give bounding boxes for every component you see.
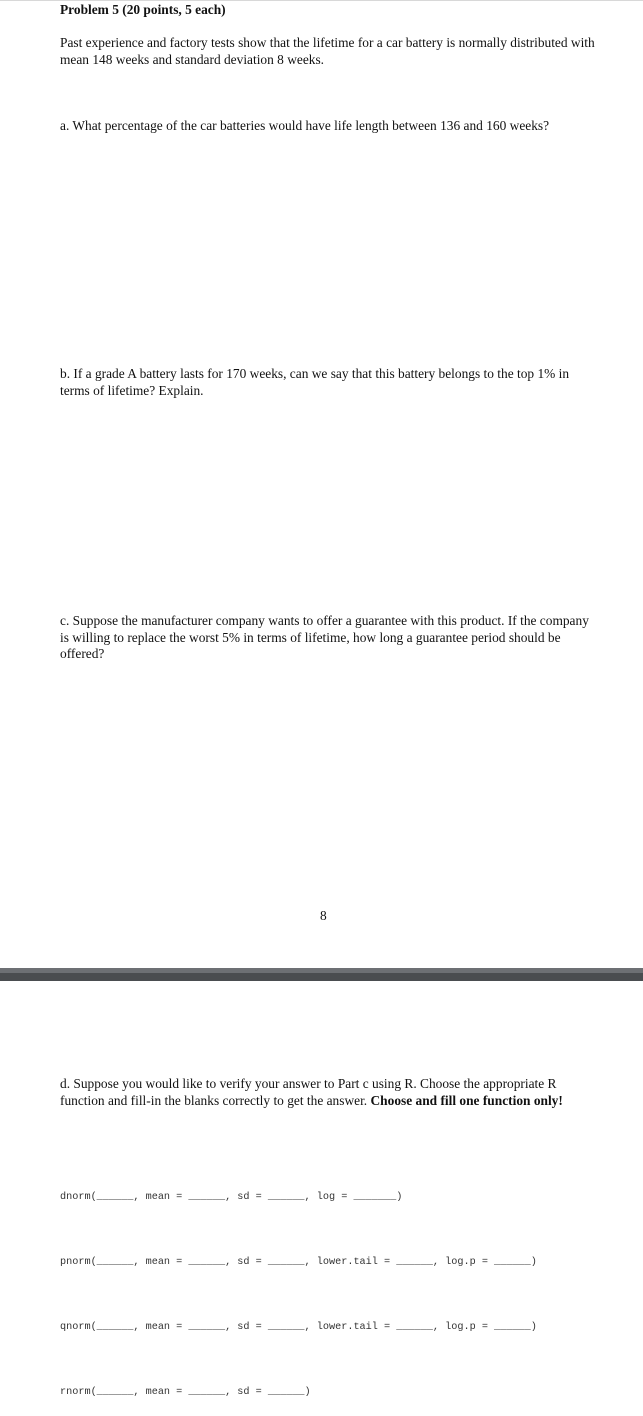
pnorm-function-template: pnorm(______, mean = ______, sd = ______, lower.tail = ______, log.p = ______) xyxy=(60,1257,537,1268)
part-d-instruction: Choose and fill one function only! xyxy=(370,1092,563,1108)
dnorm-function-template: dnorm(______, mean = ______, sd = ______, log = _______) xyxy=(60,1192,403,1203)
problem-intro: Past experience and factory tests show that the lifetime for a car battery is normally distributed with mean 148 weeks and standard deviation 8 weeks. xyxy=(60,35,595,67)
problem-title: Problem 5 (20 points, 5 each) xyxy=(60,2,226,17)
part-b-question: b. If a grade A battery lasts for 170 weeks, can we say that this battery belongs to the top 1% in terms of lifetime? Explain. xyxy=(60,366,570,398)
part-a-question: a. What percentage of the car batteries would have life length between 136 and 160 weeks? xyxy=(60,118,550,133)
part-c-question: c. Suppose the manufacturer company wants to offer a guarantee with this product. If the company is willing to replace the worst 5% in terms of lifetime, how long a guarantee period should be offered? xyxy=(60,613,589,661)
part-d-question xyxy=(60,1076,600,1109)
page-break-divider xyxy=(0,968,643,981)
part-d-text: d. Suppose you would like to verify your answer to Part c using R. Choose the appropriate R function and fill-in the blanks correctly to get the answer. xyxy=(60,1076,557,1108)
page-top-edge xyxy=(0,0,643,1)
qnorm-function-template: qnorm(______, mean = ______, sd = ______, lower.tail = ______, log.p = ______) xyxy=(60,1322,537,1333)
rnorm-function-template: rnorm(______, mean = ______, sd = ______) xyxy=(60,1387,311,1398)
page-number: 8 xyxy=(320,908,327,923)
